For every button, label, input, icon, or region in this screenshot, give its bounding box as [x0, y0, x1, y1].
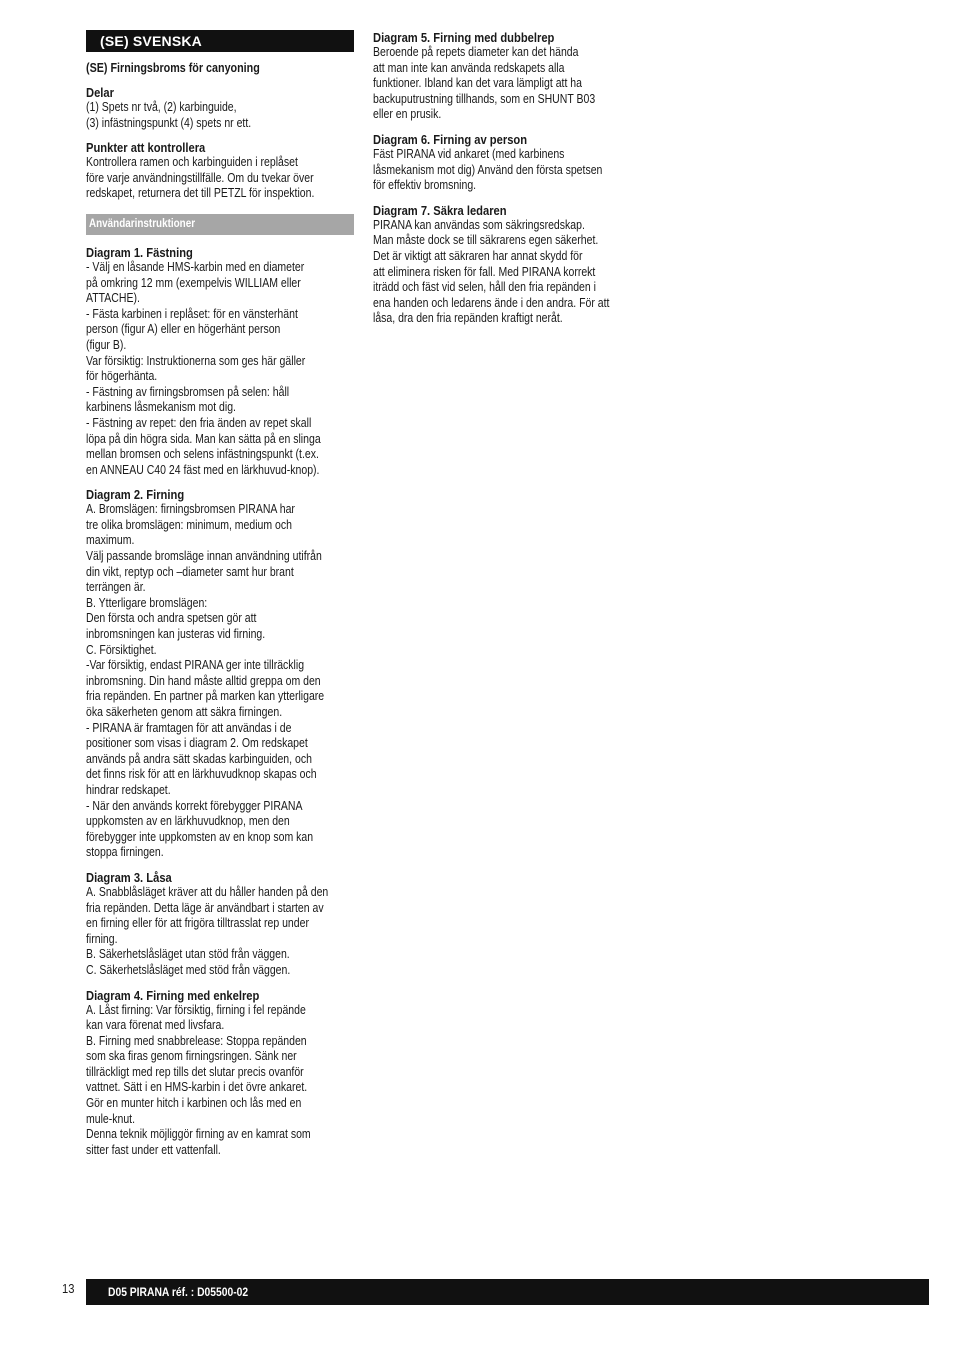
section-text: - Välj en låsande HMS-karbin med en diameter på omkring 12 mm (exempelvis WILLIAM eller ATTACHE). - Fästa karbinen i replåset: för en vänsterhänt person (figur A) eller en högerhänt person (figur B). Var försiktig: Instruktionerna som ges här gäller för högerhänta. - Fästning av firningsbromsen på selen: håll karbinens låsmekanism mot dig. - Fästning av repet: den fria änden av repet skall löpa på din högra sida. Man kan sätta på en slinga mellan bromsen och selens infästningspunkt (t.ex. en ANNEAU C40 24 fäst med en lärkhuvud-knop).: [86, 259, 321, 477]
left-column: [86, 30, 354, 1158]
section-heading: Diagram 1. Fästning: [86, 244, 193, 260]
section-parts: [86, 85, 354, 131]
section-heading: Diagram 3. Låsa: [86, 869, 172, 885]
section-text: Fäst PIRANA vid ankaret (med karbinens låsmekanism mot dig) Använd den första spetsen för effektiv bromsning.: [373, 146, 603, 193]
section-checkpoints: [86, 140, 354, 202]
footer-bar: [86, 1279, 929, 1305]
section-text: A. Snabblåsläget kräver att du håller handen på den fria repänden. Detta läge är användbart i starten av en firning eller för att frigöra tilltrasslat rep under firning. B. Säkerhetslåsläget utan stöd från väggen. C. Säkerhetslåsläget med stöd från väggen.: [86, 884, 329, 977]
section-heading: Delar: [86, 85, 114, 100]
language-label: (SE) SVENSKA: [86, 30, 354, 52]
section-diagram-3: [86, 870, 354, 979]
section-heading: Diagram 2. Firning: [86, 487, 185, 503]
section-diagram-1: [86, 245, 354, 478]
section-diagram-2: [86, 487, 354, 861]
section-heading: Diagram 5. Firning med dubbelrep: [373, 30, 555, 45]
right-column: [373, 30, 635, 327]
section-diagram-4: [86, 988, 354, 1159]
document-reference: D05 PIRANA réf. : D05500-02: [108, 1285, 249, 1299]
section-diagram-6: [373, 132, 635, 194]
section-text: A. Bromslägen: firningsbromsen PIRANA har tre olika bromslägen: minimum, medium och maximum. Välj passande bromsläge innan användning utifrån din vikt, reptyp och –diameter samt hur brant terrängen är. B. Ytterligare bromslägen: Den första och andra spetsen gör att inbromsningen kan justeras vid firning. C. Försiktighet. -Var försiktig, endast PIRANA ger inte tillräcklig inbromsning. Din hand måste alltid greppa om den fria repänden. En partner på marken kan ytterligare öka säkerheten genom att säkra firningen. - PIRANA är framtagen för att användas i de positioner som visas i diagram 2. Om redskapet används på andra sätt skadas karbinguiden, och det finns risk för att en lärkhuvudknop skapas och hindrar redskapet. - När den används korrekt förebygger PIRANA uppkomsten av en lärkhuvudknop, men den förebygger inte uppkomsten av en knop som kan stoppa firningen.: [86, 502, 325, 860]
section-text: (1) Spets nr två, (2) karbinguide, (3) infästningspunkt (4) spets nr ett.: [86, 100, 252, 130]
section-text: Beroende på repets diameter kan det hända att man inte kan använda redskapets alla funktioner. Ibland kan det vara lämpligt att ha backuputrustning tillhands, som en SHUNT B03 eller en prusik.: [373, 45, 596, 122]
page-number: 13: [62, 1281, 75, 1296]
product-title: (SE) Firningsbroms för canyoning: [86, 61, 260, 75]
section-heading: Punkter att kontrollera: [86, 140, 206, 156]
section-diagram-7: [373, 203, 635, 327]
section-diagram-5: [373, 30, 635, 123]
section-text: Kontrollera ramen och karbinguiden i replåset före varje användningstillfälle. Om du tvekar över redskapet, returnera det till PETZL för inspektion.: [86, 155, 315, 201]
instructions-label: Användarinstruktioner: [89, 217, 196, 230]
section-heading: Diagram 7. Säkra ledaren: [373, 202, 507, 218]
instructions-bar: [86, 214, 354, 235]
section-heading: Diagram 6. Firning av person: [373, 131, 528, 147]
section-text: A. Låst firning: Var försiktig, firning i fel repände kan vara förenat med livsfara. B. Firning med snabbrelease: Stoppa repänden som ska firas genom firningsringen. Sänk ner tillräckligt med rep tills det slutar precis ovanför vattnet. Sätt i en HMS-karbin i det övre ankaret. Gör en munter hitch i karbinen och lås med en mule-knut. Denna teknik möjliggör firning av en kamrat som sitter fast under ett vattenfall.: [86, 1002, 311, 1157]
section-heading: Diagram 4. Firning med enkelrep: [86, 987, 260, 1003]
section-text: PIRANA kan användas som säkringsredskap. Man måste dock se till säkrarens egen säkerhet. Det är viktigt att säkraren har annat skydd för att eliminera risken för fall. Med PIRANA korrekt iträdd och fäst vid selen, håll den fria repänden i ena handen och ledarens ände i den andra. För att låsa, dra den fria repänden kraftigt neråt.: [373, 217, 610, 326]
